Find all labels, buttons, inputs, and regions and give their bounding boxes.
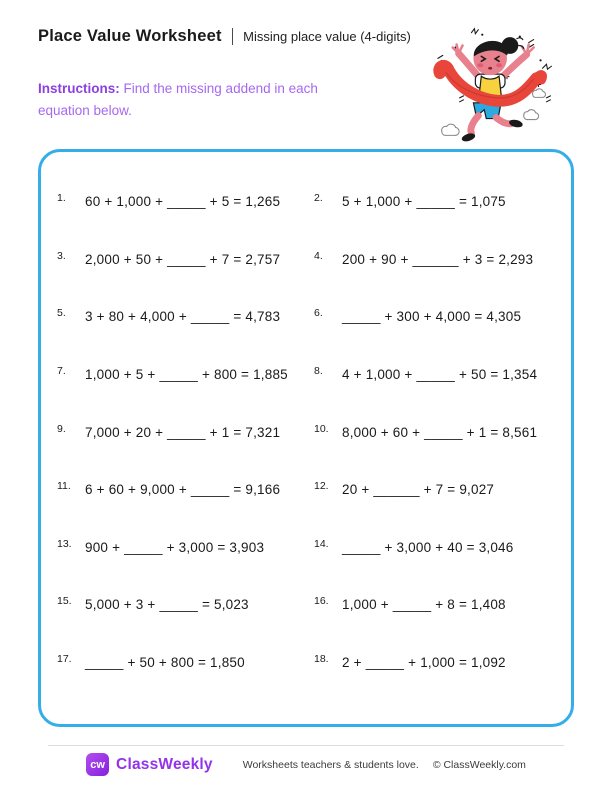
page-subtitle: Missing place value (4-digits) [243, 29, 411, 44]
problem-equation: 20 + ______ + 7 = 9,027 [342, 482, 495, 498]
classweekly-logo-text: cw [90, 758, 105, 771]
problem-row [314, 634, 571, 692]
problem-row [314, 173, 571, 231]
footer-tagline: Worksheets teachers & students love. [242, 758, 419, 771]
problem-number: 2. [314, 192, 323, 205]
problem-number: 8. [314, 365, 323, 378]
footer-copyright: © ClassWeekly.com [432, 758, 526, 771]
hair-bun [502, 37, 519, 54]
problem-number: 7. [57, 365, 66, 378]
problem-equation: 7,000 + 20 + _____ + 1 = 7,321 [85, 424, 281, 440]
problem-number: 12. [314, 480, 329, 493]
finish-line-illustration [426, 20, 584, 152]
footer [0, 753, 612, 776]
problem-number: 1. [57, 192, 66, 205]
problem-equation: 900 + _____ + 3,000 = 3,903 [85, 539, 265, 555]
brand-name: ClassWeekly [116, 755, 213, 773]
instructions-text: Find the missing addend in each equation below. [38, 81, 318, 118]
problem-number: 10. [314, 422, 329, 435]
problem-row [41, 461, 314, 519]
footer-divider [48, 745, 564, 746]
problems-grid [41, 152, 571, 691]
blush-left [477, 63, 483, 67]
classweekly-logo [86, 753, 109, 776]
problem-equation: _____ + 3,000 + 40 = 3,046 [342, 539, 514, 555]
problem-row [41, 231, 314, 289]
mouth [488, 67, 492, 70]
problem-number: 15. [57, 595, 72, 608]
problem-equation: 3 + 80 + 4,000 + _____ = 4,783 [85, 309, 281, 325]
blush-right [496, 63, 502, 67]
problem-number: 14. [314, 537, 329, 550]
problem-number: 5. [57, 307, 66, 320]
instructions-label: Instructions: [38, 81, 120, 96]
problem-equation: 4 + 1,000 + _____ + 50 = 1,354 [342, 367, 538, 383]
problem-row [314, 231, 571, 289]
problem-row [314, 403, 571, 461]
problem-equation: 60 + 1,000 + _____ + 5 = 1,265 [85, 194, 281, 210]
problem-equation: _____ + 50 + 800 = 1,850 [85, 655, 245, 671]
worksheet-box [38, 149, 574, 727]
problem-equation: 2,000 + 50 + _____ + 7 = 2,757 [85, 251, 281, 267]
problem-equation: 1,000 + 5 + _____ + 800 = 1,885 [85, 367, 288, 383]
problem-row [41, 403, 314, 461]
problem-equation: 8,000 + 60 + _____ + 1 = 8,561 [342, 424, 538, 440]
problem-equation: 200 + 90 + ______ + 3 = 2,293 [342, 251, 534, 267]
problem-equation: _____ + 300 + 4,000 = 4,305 [342, 309, 522, 325]
problem-row [314, 461, 571, 519]
problem-row [314, 519, 571, 577]
problem-row [41, 576, 314, 634]
problem-row [314, 346, 571, 404]
problem-row [41, 346, 314, 404]
problem-number: 11. [57, 480, 71, 493]
problem-equation: 2 + _____ + 1,000 = 1,092 [342, 655, 506, 671]
problem-row [314, 288, 571, 346]
header [38, 27, 411, 46]
problem-number: 3. [57, 249, 66, 262]
problem-row [41, 519, 314, 577]
problem-equation: 5 + 1,000 + _____ = 1,075 [342, 194, 506, 210]
problem-number: 6. [314, 307, 323, 320]
page-title: Place Value Worksheet [38, 27, 222, 45]
problem-equation: 5,000 + 3 + _____ = 5,023 [85, 597, 249, 613]
problem-row [41, 634, 314, 692]
problem-number: 4. [314, 249, 323, 262]
problem-row [41, 173, 314, 231]
title-separator [232, 28, 234, 45]
instructions [38, 78, 350, 121]
problem-equation: 6 + 60 + 9,000 + _____ = 9,166 [85, 482, 281, 498]
problem-number: 9. [57, 422, 66, 435]
problem-number: 17. [57, 653, 72, 666]
problem-row [41, 288, 314, 346]
problem-number: 18. [314, 653, 329, 666]
problem-equation: 1,000 + _____ + 8 = 1,408 [342, 597, 506, 613]
problem-number: 16. [314, 595, 329, 608]
problem-row [314, 576, 571, 634]
problem-number: 13. [57, 537, 72, 550]
